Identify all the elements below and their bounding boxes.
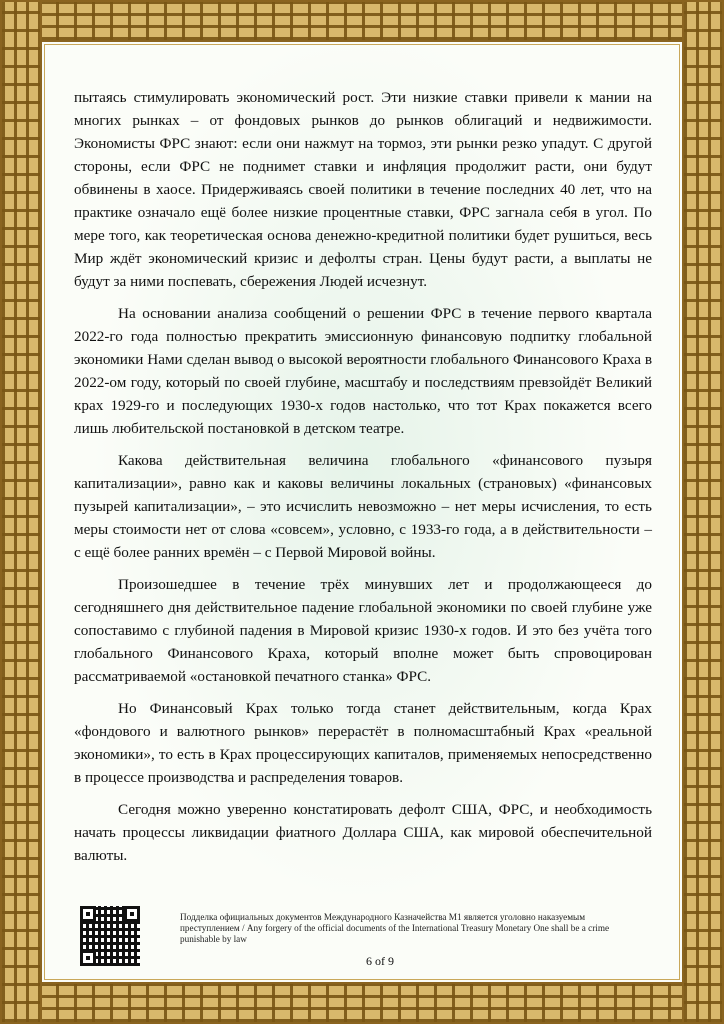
qr-finder-icon: [80, 906, 96, 922]
qr-code-icon: [80, 906, 140, 966]
paragraph-1: пытаясь стимулировать экономический рост. Эти низкие ставки привели к мании на многих рынках – от фондовых рынков до рынков облигаций и недвижимости. Экономисты ФРС знают: если они нажмут на тормоз, эти рынки резко упадут. С другой стороны, если ФРС не поднимет ставки и инфляция продолжит расти, они будут обвинены в хаосе. Придерживаясь своей политики в течение последних 40 лет, что на практике означало ещё более низкие процентные ставки, ФРС загнала себя в угол. По мере того, как теоретическая основа денежно-кредитной политики будет рушиться, весь Мир ждёт экономический кризис и дефолты стран. Цены будут расти, а выплаты не будут за ними поспевать, сбережения Людей исчезнут.: [74, 89, 652, 290]
paragraph-3: Какова действительная величина глобального «финансового пузыря капитализации», равно как и каковы величины локальных (страновых) «финансовых пузырей капитализации», – это исчислить невозможно – нет меры исчисления, то есть меры стоимости нет от слова «совсем», условно, с 1933-го года, а в действительности – с ещё более ранних времён – с Первой Мировой войны.: [74, 452, 652, 561]
qr-finder-icon: [80, 950, 96, 966]
greek-key-border-right: [682, 0, 724, 1024]
paragraph-6: Сегодня можно уверенно констатировать дефолт США, ФРС, и необходимость начать процессы ликвидации фиатного Доллара США, как мировой обеспечительной валюты.: [74, 801, 652, 864]
greek-key-border-bottom: [0, 982, 724, 1024]
paragraph-5: Но Финансовый Крах только тогда станет действительным, когда Крах «фондового и валютного рынков» перерастёт в полномасштабный Крах «реальной экономики», то есть в Крах процессирующих капиталов, применяемых непосредственно в процессе производства и распределения товаров.: [74, 700, 652, 786]
document-body: [74, 86, 652, 876]
page-number: 6 of 9: [366, 954, 394, 968]
paragraph-4: Произошедшее в течение трёх минувших лет и продолжающееся до сегодняшнего дня действительное падение глобальной экономики по своей глубине уже сопоставимо с глубиной падения в Мировой кризис 1930-х годов. И это без учёта того глобального Финансового Краха, который вполне может быть спровоцирован рассматриваемой «остановкой печатного станка» ФРС.: [74, 576, 652, 685]
legal-notice: Подделка официальных документов Международного Казначейства М1 является уголовно наказуемым преступлением / Any forgery of the official documents of the International Treasury Monetary One shall be a crime punishable by law: [180, 912, 610, 944]
greek-key-border-top: [0, 0, 724, 42]
page-footer: [80, 906, 660, 966]
greek-key-border-left: [0, 0, 42, 1024]
paragraph-2: На основании анализа сообщений о решении ФРС в течение первого квартала 2022-го года полностью прекратить эмиссионную финансовую подпитку глобальной экономики Нами сделан вывод о высокой вероятности глобального Финансового Краха в 2022-ом году, который по своей глубине, масштабу и последствиям превзойдёт Великий крах 1929-го и последующих 1930-х годов настолько, что тот Крах покажется всего лишь любительской постановкой в детском театре.: [74, 305, 652, 437]
qr-finder-icon: [124, 906, 140, 922]
